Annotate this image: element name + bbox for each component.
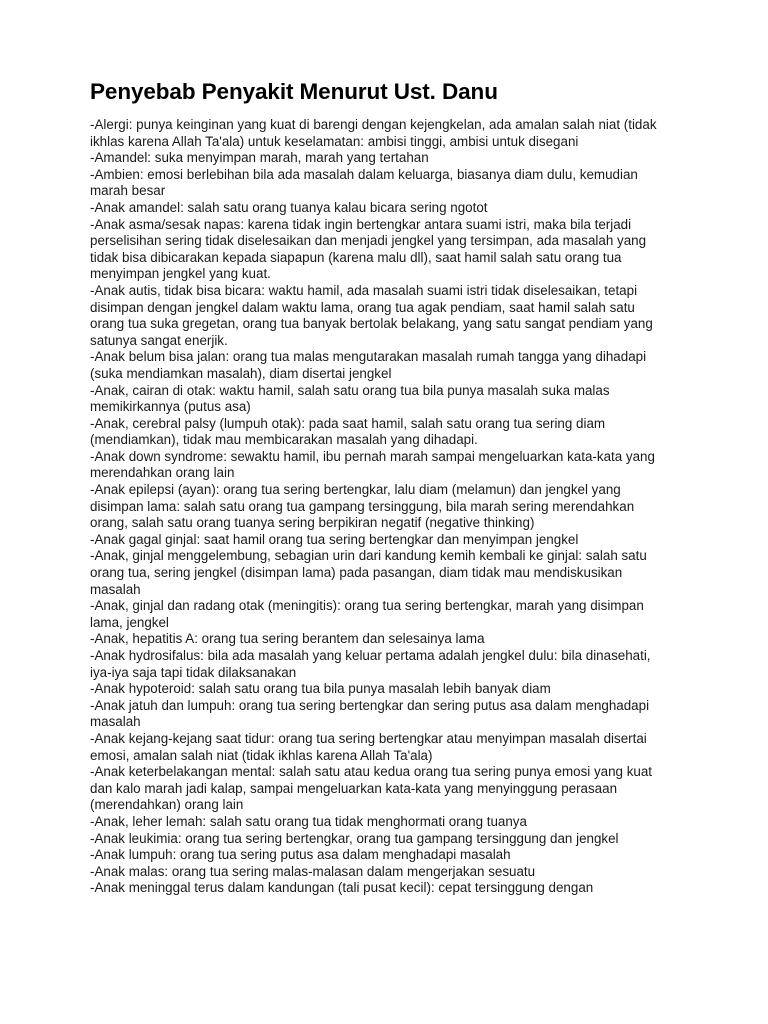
list-item: -Anak epilepsi (ayan): orang tua sering bertengkar, lalu diam (melamun) dan jengkel yang disimpan lama: salah satu orang tua gampang tersinggung, bila marah sering merendahkan orang, salah satu orang tuanya sering berpikiran negatif (negative thinking) xyxy=(90,482,635,531)
list-item: -Amandel: suka menyimpan marah, marah yang tertahan xyxy=(90,150,429,166)
list-item: -Anak lumpuh: orang tua sering putus asa dalam menghadapi masalah xyxy=(90,847,511,863)
list-item: -Alergi: punya keinginan yang kuat di barengi dengan kejengkelan, ada amalan salah niat (tidak ikhlas karena Allah Ta'ala) untuk keselamatan: ambisi tinggi, ambisi untuk disegani xyxy=(90,117,657,149)
list-item: -Anak leukimia: orang tua sering bertengkar, orang tua gampang tersinggung dan jengkel xyxy=(90,830,619,846)
list-item: -Anak malas: orang tua sering malas-malasan dalam mengerjakan sesuatu xyxy=(90,863,536,879)
list-item: -Ambien: emosi berlebihan bila ada masalah dalam keluarga, biasanya diam dulu, kemudian marah besar xyxy=(90,166,638,199)
page-title: Penyebab Penyakit Menurut Ust. Danu xyxy=(90,79,498,104)
list-item: -Anak, hepatitis A: orang tua sering berantem dan selesainya lama xyxy=(90,631,485,647)
list-item: -Anak belum bisa jalan: orang tua malas mengutarakan masalah rumah tangga yang dihadapi (suka mendiamkan masalah), diam disertai jengkel xyxy=(90,349,647,381)
list-item: -Anak keterbelakangan mental: salah satu atau kedua orang tua sering punya emosi yang kuat dan kalo marah jadi kalap, sampai mengeluarkan kata-kata yang menyinggung perasaan (merendahkan) orang lain xyxy=(90,764,653,813)
list-item: -Anak down syndrome: sewaktu hamil, ibu pernah marah sampai mengeluarkan kata-kata yang merendahkan orang lain xyxy=(90,448,655,481)
document-content xyxy=(90,78,662,897)
list-item: -Anak jatuh dan lumpuh: orang tua sering bertengkar dan sering putus asa dalam menghadapi masalah xyxy=(90,697,650,730)
list-item: -Anak, cairan di otak: waktu hamil, salah satu orang tua bila punya masalah suka malas memikirkannya (putus asa) xyxy=(90,382,610,415)
list-item: -Anak gagal ginjal: saat hamil orang tua sering bertengkar dan menyimpan jengkel xyxy=(90,531,579,547)
list-item: -Anak, ginjal dan radang otak (meningitis): orang tua sering bertengkar, marah yang disimpan lama, jengkel xyxy=(90,598,644,630)
document-body xyxy=(90,117,662,897)
list-item: -Anak kejang-kejang saat tidur: orang tua sering bertengkar atau menyimpan masalah disertai emosi, amalan salah niat (tidak ikhlas karena Allah Ta'ala) xyxy=(90,730,647,763)
list-item: -Anak, leher lemah: salah satu orang tua tidak menghormati orang tuanya xyxy=(90,813,527,829)
list-item: -Anak amandel: salah satu orang tuanya kalau bicara sering ngotot xyxy=(90,199,488,215)
list-item: -Anak autis, tidak bisa bicara: waktu hamil, ada masalah suami istri tidak diselesaikan, tetapi disimpan dengan jengkel dalam waktu lama, orang tua agak pendiam, saat hamil salah satu orang tua suka gregetan, orang tua banyak bertolak belakang, yang satu sangat pendiam yang satunya sangat enerjik. xyxy=(90,282,653,348)
list-item: -Anak asma/sesak napas: karena tidak ingin bertengkar antara suami istri, maka bila terjadi perselisihan sering tidak diselesaikan dan menjadi jengkel yang tersimpan, ada masalah yang tidak bisa dibicarakan kepada siapapun (karena malu dll), saat hamil salah satu orang tua menyimpan jengkel yang kuat. xyxy=(90,216,647,282)
list-item: -Anak, cerebral palsy (lumpuh otak): pada saat hamil, salah satu orang tua sering diam (mendiamkan), tidak mau membicarakan masalah yang dihadapi. xyxy=(90,415,606,448)
list-item: -Anak hypoteroid: salah satu orang tua bila punya masalah lebih banyak diam xyxy=(90,681,551,697)
list-item: -Anak meninggal terus dalam kandungan (tali pusat kecil): cepat tersinggung dengan xyxy=(90,880,594,896)
list-item: -Anak, ginjal menggelembung, sebagian urin dari kandung kemih kembali ke ginjal: salah satu orang tua, sering jengkel (disimpan lama) pada pasangan, diam tidak mau mendiskusikan masalah xyxy=(90,548,647,597)
list-item: -Anak hydrosifalus: bila ada masalah yang keluar pertama adalah jengkel dulu: bila dinasehati, iya-iya saja tapi tidak dilaksanakan xyxy=(90,648,651,680)
